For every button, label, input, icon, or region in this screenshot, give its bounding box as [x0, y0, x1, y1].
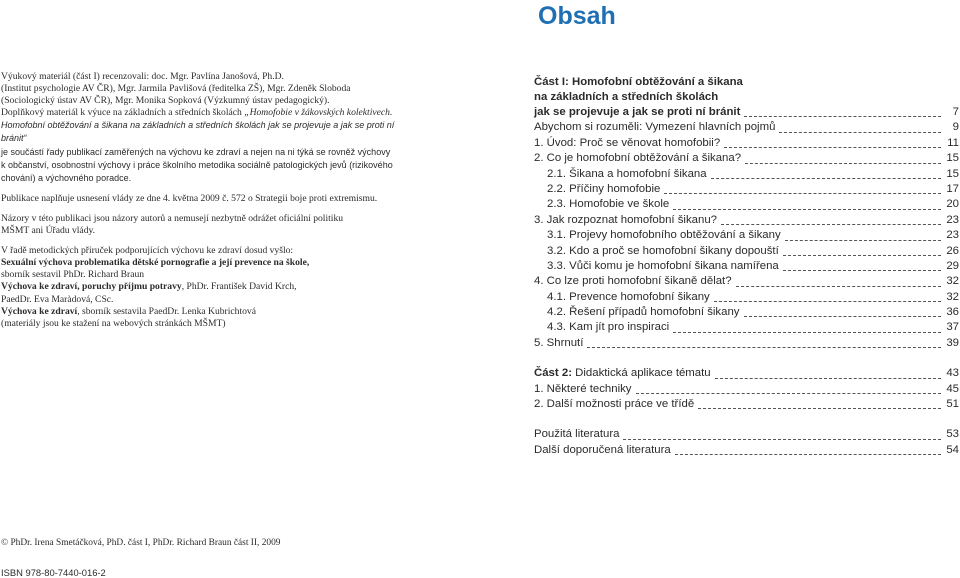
part-2-label-bold: Část 2:	[534, 367, 572, 380]
imprint-block	[1, 71, 405, 338]
book-1-editor: sborník sestavil PhDr. Richard Braun	[1, 269, 145, 281]
toc-entry-label: 4. Co lze proti homofobní šikaně dělat?	[534, 275, 732, 288]
toc-entry[interactable]	[534, 151, 960, 166]
book-1-title: Sexuální výchova problematika dětské pornografie a její prevence na škole,	[1, 257, 310, 269]
toc-entry[interactable]	[534, 228, 960, 243]
part-1-heading	[534, 75, 960, 105]
leader-dots	[675, 453, 941, 455]
toc-entry-label: Abychom si rozuměli: Vymezení hlavních pojmů	[534, 121, 776, 134]
leader-dots	[673, 331, 941, 333]
toc-entry-page: 43	[946, 367, 959, 380]
toc-entry[interactable]	[534, 336, 960, 351]
toc-entry-label: 3.3. Vůči komu je homofobní šikana namířena	[547, 259, 779, 272]
toc-entry-label: Použitá literatura	[534, 428, 620, 441]
part-1-heading-line-1: Část I: Homofobní obtěžování a šikana	[534, 76, 743, 88]
part-2-label-rest: Didaktická aplikace tématu	[571, 367, 711, 380]
toc-entry-label: jak se projevuje a jak se proti ní bránit	[534, 106, 741, 118]
toc-entry-label: 2. Další možnosti práce ve třídě	[534, 398, 695, 411]
toc-entry-label: 3.1. Projevy homofobního obtěžování a šikany	[547, 229, 781, 242]
literature-entries	[534, 427, 960, 458]
toc-entry[interactable]	[534, 305, 960, 320]
leader-dots	[745, 162, 941, 164]
toc-entry-page: 39	[946, 336, 959, 349]
leader-dots	[673, 208, 941, 210]
toc-entry-page: 23	[946, 229, 959, 242]
reviewers-line-1: Výukový materiál (část I) recenzovali: doc. Mgr. Pavlína Janošová, Ph.D.	[1, 71, 284, 82]
toc-entry-label: 4.2. Řešení případů homofobní šikany	[547, 306, 740, 319]
toc-entry[interactable]	[534, 320, 960, 335]
toc-entry-label: 4.3. Kam jít pro inspiraci	[547, 321, 670, 334]
spacer	[534, 412, 960, 427]
book-3-title: Výchova ke zdraví	[1, 305, 78, 317]
resolution-paragraph: Publikace naplňuje usnesení vlády ze dne 4. května 2009 č. 572 o Strategii boje proti extremismu.	[1, 192, 378, 204]
toc-entry[interactable]	[534, 120, 960, 135]
disclaimer-line-2: MŠMT ani Úřadu vlády.	[1, 225, 96, 237]
toc-entry[interactable]	[534, 136, 960, 151]
leader-dots	[587, 346, 941, 348]
leader-dots	[636, 392, 942, 394]
table-of-contents	[534, 75, 960, 458]
leader-dots	[715, 377, 941, 379]
leader-dots	[744, 115, 941, 117]
leader-dots	[698, 407, 941, 409]
supplement-title: „Homofobie v žákovských kolektivech.	[244, 107, 393, 119]
series-paragraph	[1, 245, 405, 330]
series-intro: V řadě metodických příruček podporujících výchovu ke zdraví dosud vyšlo:	[1, 245, 294, 257]
toc-entry-part-2[interactable]	[534, 366, 960, 381]
copyright-note: © PhDr. Irena Smetáčková, PhD. část I, PhDr. Richard Braun část II, 2009	[1, 538, 281, 548]
toc-entry-literature[interactable]	[534, 443, 960, 458]
spacer	[534, 351, 960, 366]
toc-entry-page: 20	[946, 198, 959, 211]
leader-dots	[714, 300, 941, 302]
publication-desc-1: je součástí řady publikací zaměřených na výchovu ke zdraví a nejen na ni týká se rovněž výchovy	[1, 146, 391, 157]
part-1-heading-line-2: na základních a středních školách	[534, 91, 719, 103]
download-note: (materiály jsou ke stažení na webových stránkách MŠMT)	[1, 317, 226, 329]
leader-dots	[664, 192, 941, 194]
toc-entry[interactable]	[534, 274, 960, 289]
leader-dots	[623, 438, 941, 440]
leader-dots	[711, 177, 941, 179]
publication-desc-2: k občanství, osobnostní výchovy i práce školního metodika sociálně patologických jevů (rizikového	[1, 159, 393, 170]
toc-entry-label: 2.1. Šikana a homofobní šikana	[547, 167, 707, 180]
leader-dots	[736, 285, 941, 287]
toc-entry[interactable]	[534, 167, 960, 182]
reviewers-paragraph	[1, 71, 405, 185]
publication-title: Homofobní obtěžování a šikana na základních a středních školách jak se projevuje a jak se proti ní bránit“	[1, 120, 395, 144]
disclaimer-line-1: Názory v této publikaci jsou názory autorů a nemusejí nezbytně odrážet oficiální politiku	[1, 212, 344, 224]
book-2-title: Výchova ke zdraví, poruchy příjmu potravy	[1, 281, 182, 293]
toc-entry-page: 15	[946, 167, 959, 180]
leader-dots	[785, 239, 941, 241]
toc-entry-page: 11	[947, 136, 959, 149]
toc-entry-literature[interactable]	[534, 427, 960, 442]
toc-entry-label: 2.3. Homofobie ve škole	[547, 198, 670, 211]
toc-entry-page: 54	[946, 443, 959, 456]
toc-entry[interactable]	[534, 182, 960, 197]
toc-entry[interactable]	[534, 244, 960, 259]
leader-dots	[783, 254, 941, 256]
isbn: ISBN 978-80-7440-016-2	[1, 567, 106, 578]
reviewers-line-2: (Institut psychologie AV ČR), Mgr. Jarmila Pavlišová (ředitelka ZŠ), Mgr. Zdeněk Sloboda	[1, 83, 351, 95]
toc-entry-label: 2. Co je homofobní obtěžování a šikana?	[534, 152, 742, 165]
toc-entry-page: 53	[946, 428, 959, 441]
toc-entry[interactable]	[534, 197, 960, 212]
disclaimer-paragraph	[1, 213, 405, 237]
toc-entry-page: 9	[952, 121, 959, 134]
toc-entry-label: 3. Jak rozpoznat homofobní šikanu?	[534, 213, 717, 226]
toc-entry-page: 45	[946, 382, 959, 395]
toc-entry[interactable]	[534, 259, 960, 274]
part-2-entries	[534, 382, 960, 413]
toc-entry-page: 26	[946, 244, 959, 257]
publication-desc-3: chování) a výchovného poradce.	[1, 172, 132, 183]
toc-entry[interactable]	[534, 397, 960, 412]
book-2-author: , PhDr. František David Krch,	[181, 281, 297, 293]
toc-entry-page: 7	[952, 106, 959, 118]
supplement-prefix: Doplňkový materiál k výuce na základních a středních školách	[1, 107, 245, 119]
toc-entry-label: 2.2. Příčiny homofobie	[547, 182, 661, 195]
page-title	[536, 0, 960, 37]
toc-entry-label: 4.1. Prevence homofobní šikany	[547, 290, 710, 303]
toc-entry-page: 37	[946, 321, 959, 334]
book-2-author-2: PaedDr. Eva Maràdová, CSc.	[1, 293, 114, 305]
toc-entry-label: 1. Některé techniky	[534, 382, 632, 395]
toc-entry[interactable]	[534, 213, 960, 228]
toc-entry-label: 5. Shrnutí	[534, 336, 584, 349]
page-title-text: Obsah	[538, 2, 616, 30]
leader-dots	[744, 315, 942, 317]
leader-dots	[724, 146, 941, 148]
toc-entry-label	[534, 366, 711, 381]
toc-entry-page: 23	[946, 213, 959, 226]
toc-entry-page: 17	[946, 182, 959, 195]
toc-entry-label: Další doporučená literatura	[534, 443, 671, 456]
toc-entry-page: 15	[946, 152, 959, 165]
toc-entry-page: 36	[946, 306, 959, 319]
leader-dots	[783, 269, 941, 271]
toc-entry-label: 3.2. Kdo a proč se homofobní šikany dopouští	[547, 244, 779, 257]
toc-entry[interactable]	[534, 290, 960, 305]
toc-entry-page: 29	[946, 259, 959, 272]
toc-entry[interactable]	[534, 105, 960, 120]
part-1-entries	[534, 105, 960, 351]
toc-entry[interactable]	[534, 382, 960, 397]
toc-entry-page: 32	[946, 275, 959, 288]
toc-entry-page: 51	[946, 398, 959, 411]
leader-dots	[721, 223, 941, 225]
toc-entry-label: 1. Úvod: Proč se věnovat homofobii?	[534, 136, 721, 149]
book-3-editor: , sborník sestavila PaedDr. Lenka Kubrichtová	[77, 305, 256, 317]
toc-entry-page: 32	[946, 290, 959, 303]
reviewers-line-3: (Sociologický ústav AV ČR), Mgr. Monika Sopková (Výzkumný ústav pedagogický).	[1, 95, 330, 107]
leader-dots	[779, 131, 941, 133]
